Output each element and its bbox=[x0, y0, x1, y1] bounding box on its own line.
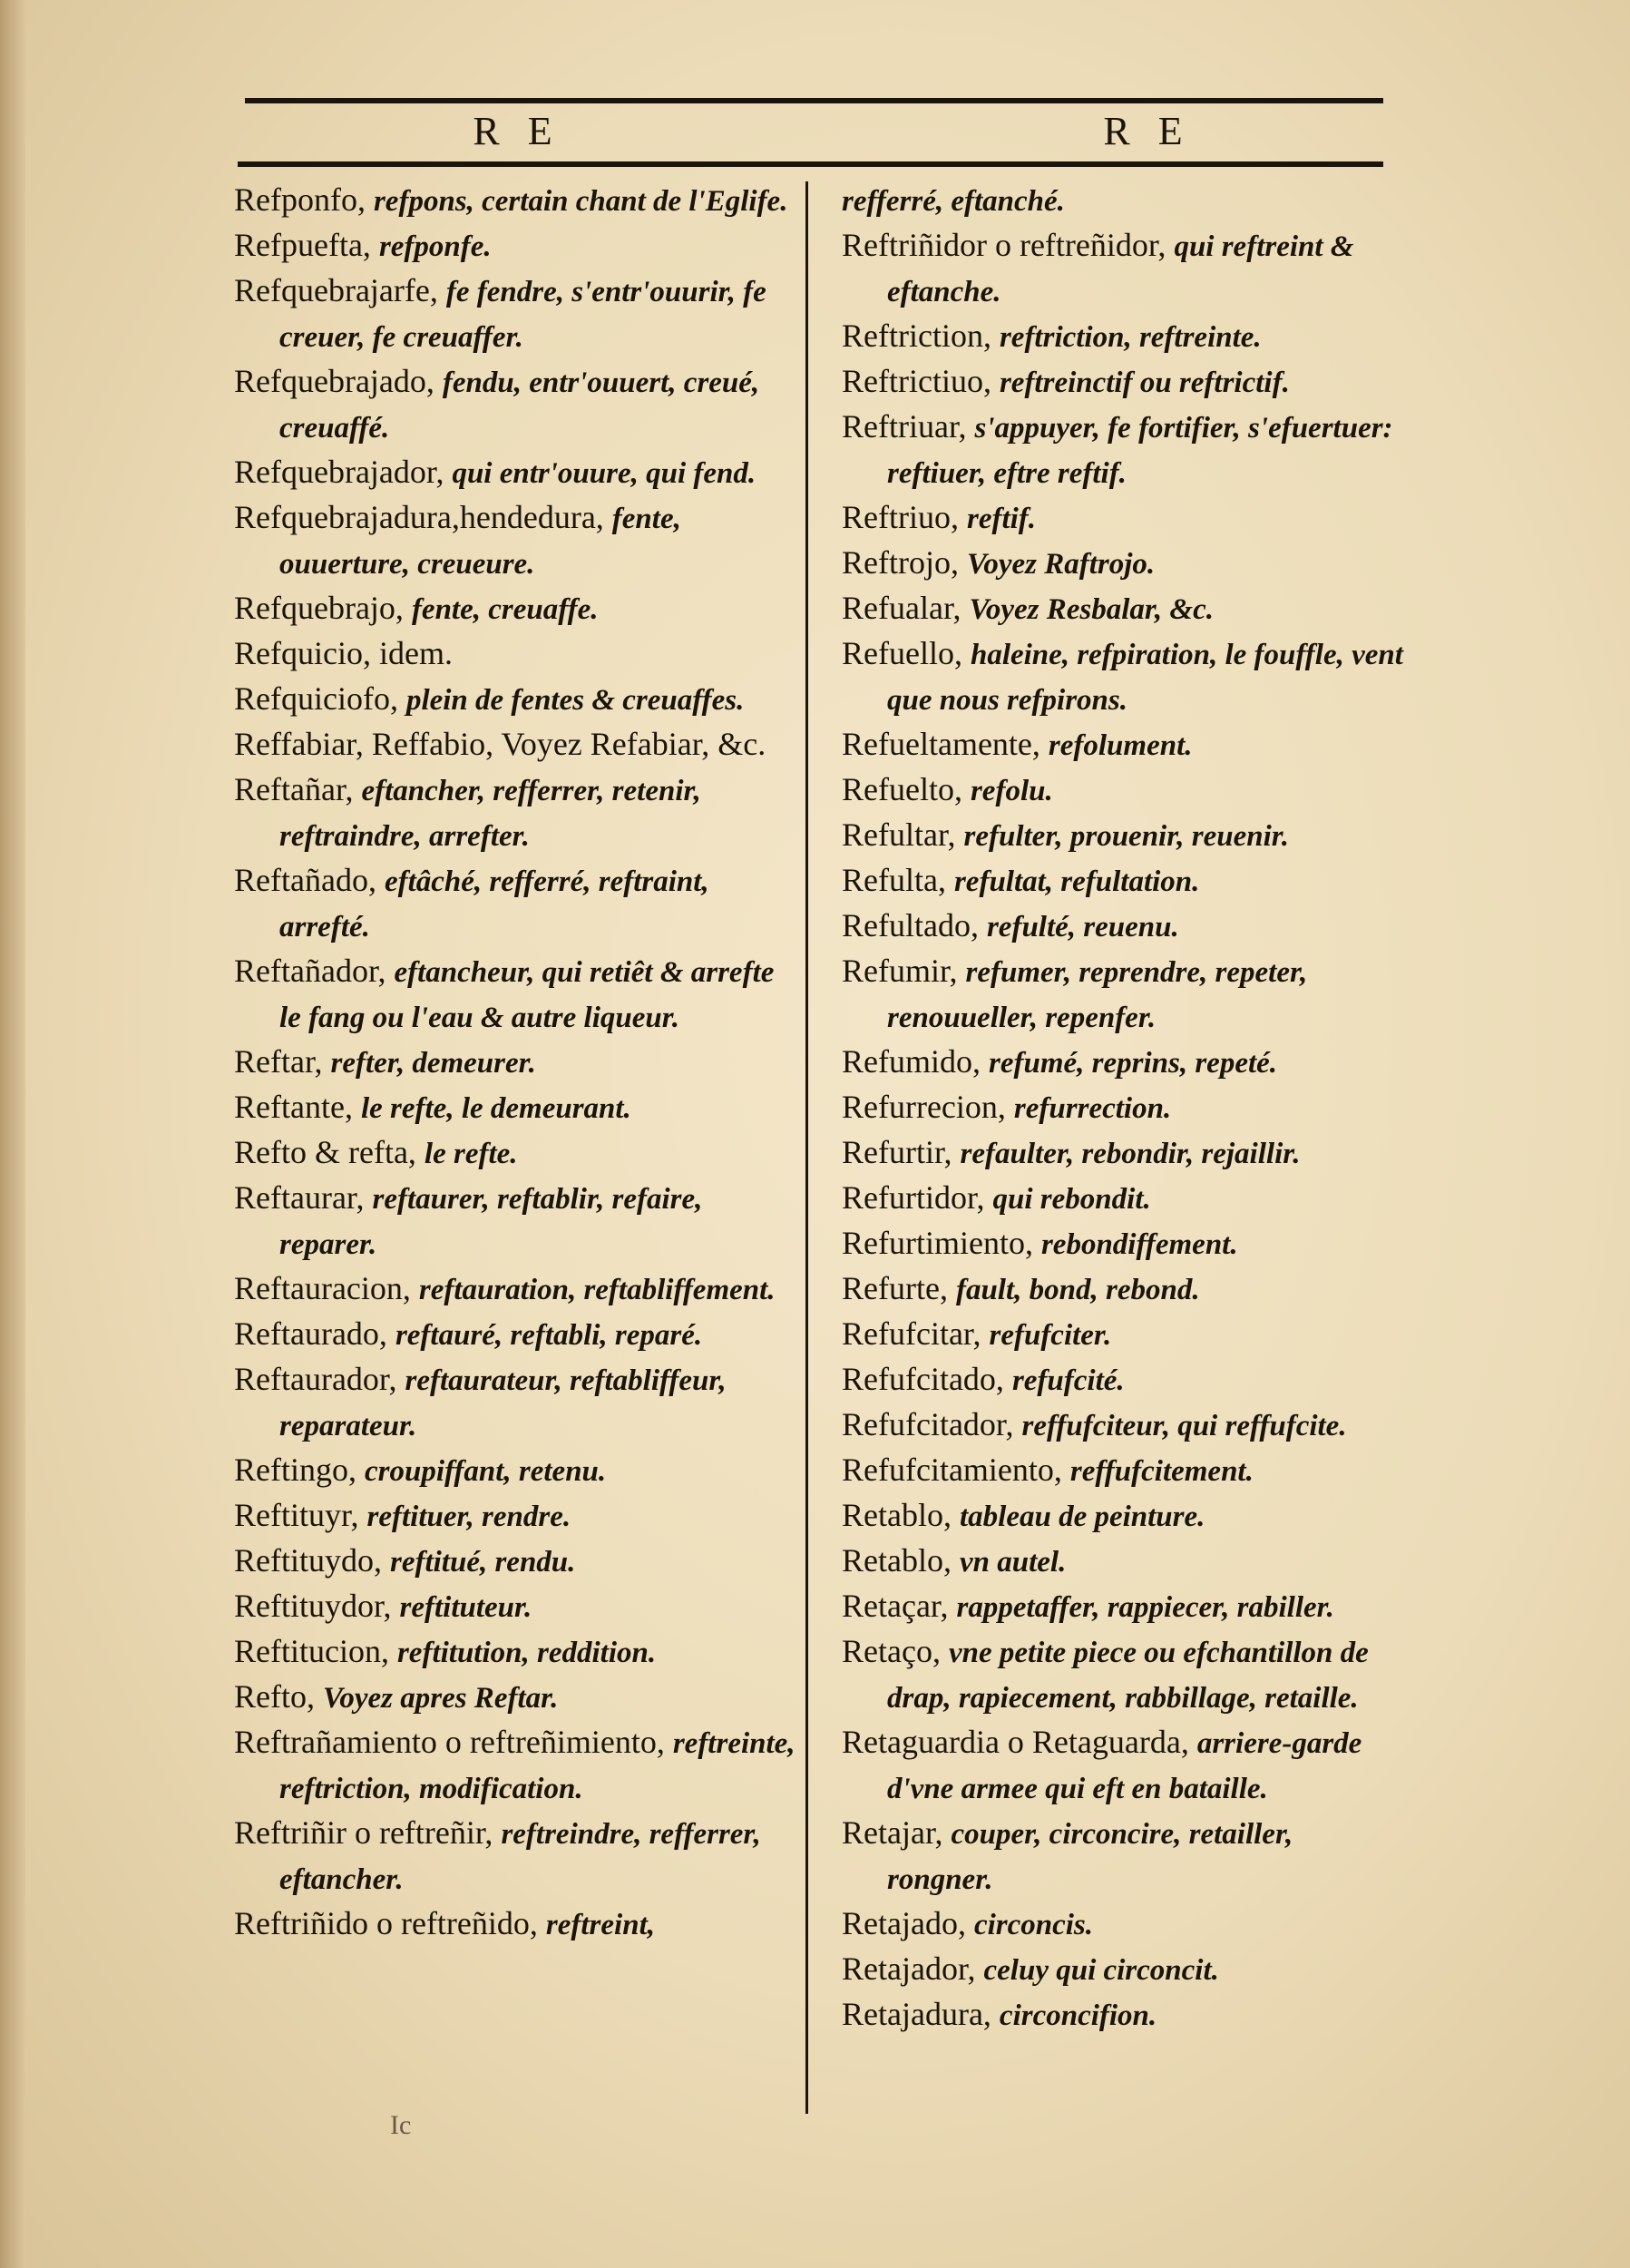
entry-headword: Reftrictiuo, bbox=[842, 363, 991, 399]
entry-headword: Retaguardia o Retaguarda, bbox=[842, 1724, 1189, 1760]
entry-headword: Refquebrajador, bbox=[234, 454, 444, 490]
dictionary-entry bbox=[234, 1584, 796, 1629]
dictionary-entry bbox=[842, 858, 1404, 904]
entry-headword: Refuelto, bbox=[842, 771, 962, 807]
entry-headword: Reftrojo, bbox=[842, 544, 959, 581]
entry-definition: croupiffant, retenu. bbox=[364, 1455, 607, 1488]
entry-definition: reftreindre, refferrer, eftancher. bbox=[279, 1818, 761, 1896]
entry-headword: Refpuefta, bbox=[234, 227, 371, 263]
entry-definition: Voyez Resbalar, &c. bbox=[969, 593, 1214, 626]
dictionary-entry bbox=[234, 359, 796, 450]
entry-headword: Reftituydo, bbox=[234, 1542, 382, 1579]
entry-headword: Refquiciofo, bbox=[234, 680, 398, 717]
entry-headword: Refueltamente, bbox=[842, 726, 1040, 762]
right-column bbox=[842, 178, 1404, 2038]
entry-definition: s'appuyer, fe fortifier, s'efuertuer: reftiuer, eftre reftif. bbox=[887, 412, 1393, 490]
dictionary-entry bbox=[842, 1992, 1404, 2038]
entry-definition: refumer, reprendre, repeter, renouueller, repenfer. bbox=[887, 956, 1308, 1034]
entry-definition: fault, bond, rebond. bbox=[955, 1274, 1200, 1306]
dictionary-entry bbox=[842, 223, 1404, 314]
dictionary-entry bbox=[234, 1176, 796, 1266]
entry-definition: le refte, le demeurant. bbox=[360, 1092, 631, 1125]
entry-definition: reffufcitement. bbox=[1069, 1455, 1254, 1488]
entry-definition: reftituer, rendre. bbox=[366, 1501, 571, 1533]
dictionary-entry bbox=[842, 722, 1404, 767]
dictionary-entry bbox=[234, 1720, 796, 1811]
entry-definition: fente, creuaffe. bbox=[411, 593, 599, 626]
entry-definition: eftâché, refferré, reftraint, arrefté. bbox=[279, 865, 709, 943]
entry-headword: Reftaurar, bbox=[234, 1179, 365, 1216]
entry-definition: le refte. bbox=[424, 1138, 518, 1170]
running-head-left: R E bbox=[473, 109, 561, 153]
entry-definition: refolument. bbox=[1048, 729, 1193, 762]
dictionary-entry bbox=[234, 1493, 796, 1539]
entry-definition: reftreinctif ou reftrictif. bbox=[999, 367, 1290, 399]
entry-definition: haleine, refpiration, le fouffle, vent que nous refpirons. bbox=[887, 639, 1403, 717]
dictionary-entry bbox=[234, 1040, 796, 1085]
dictionary-entry bbox=[234, 858, 796, 949]
entry-definition: refaulter, rebondir, rejaillir. bbox=[960, 1138, 1301, 1170]
entry-definition: vne petite piece ou efchantillon de drap, rapiecement, rabbillage, retaille. bbox=[887, 1637, 1369, 1715]
page-edge bbox=[0, 0, 25, 2268]
entry-definition: circoncis. bbox=[973, 1909, 1094, 1941]
entry-headword: Retajado, bbox=[842, 1905, 966, 1941]
entry-headword: Refurtidor, bbox=[842, 1179, 985, 1216]
entry-headword: Refultar, bbox=[842, 816, 956, 853]
entry-definition: reftauré, reftabli, reparé. bbox=[395, 1319, 703, 1352]
entry-headword: Retajador, bbox=[842, 1950, 976, 1987]
left-column bbox=[234, 178, 796, 1947]
entry-headword: Refufcitamiento, bbox=[842, 1452, 1062, 1488]
dictionary-entry bbox=[842, 1221, 1404, 1266]
dictionary-entry bbox=[234, 1357, 796, 1448]
dictionary-entry bbox=[842, 1040, 1404, 1085]
entry-headword: Reftituydor, bbox=[234, 1588, 392, 1624]
entry-definition: refpons, certain chant de l'Eglife. bbox=[373, 185, 788, 218]
entry-headword: Refulta, bbox=[842, 862, 946, 898]
dictionary-entry bbox=[842, 1312, 1404, 1357]
entry-headword: Reftriñir o reftreñir, bbox=[234, 1814, 493, 1851]
entry-definition: qui entr'ouure, qui fend. bbox=[452, 457, 756, 490]
header-rule-top bbox=[245, 98, 1383, 103]
dictionary-entry bbox=[234, 677, 796, 722]
entry-headword: Reftitucion, bbox=[234, 1633, 389, 1669]
entry-headword: Refurrecion, bbox=[842, 1089, 1006, 1125]
dictionary-entry bbox=[234, 949, 796, 1040]
dictionary-entry bbox=[842, 813, 1404, 858]
entry-headword: Refuello, bbox=[842, 635, 962, 671]
dictionary-entry bbox=[842, 495, 1404, 541]
entry-definition: refultat, refultation. bbox=[953, 865, 1200, 898]
dictionary-entry bbox=[842, 405, 1404, 495]
running-head-right: R E bbox=[1103, 109, 1192, 153]
entry-definition: refferré, eftanché. bbox=[842, 185, 1065, 218]
entry-definition: reftif. bbox=[966, 503, 1037, 535]
dictionary-entry bbox=[842, 1403, 1404, 1448]
entry-definition: refter, demeurer. bbox=[330, 1047, 536, 1080]
dictionary-entry bbox=[842, 949, 1404, 1040]
dictionary-entry bbox=[842, 1493, 1404, 1539]
entry-headword: Reftrañamiento o reftreñimiento, bbox=[234, 1724, 665, 1760]
signature-mark: Ic bbox=[390, 2110, 412, 2140]
dictionary-entry bbox=[842, 1584, 1404, 1629]
entry-definition: eftancher, refferrer, retenir, reftraindre, arrefter. bbox=[279, 775, 701, 853]
dictionary-entry bbox=[842, 1629, 1404, 1720]
entry-definition: refufcité. bbox=[1011, 1364, 1125, 1397]
entry-headword: Reftaurado, bbox=[234, 1315, 387, 1352]
entry-headword: Refurtir, bbox=[842, 1134, 952, 1170]
entry-headword: Reftituyr, bbox=[234, 1497, 359, 1533]
entry-definition: reftaurer, reftablir, refaire, reparer. bbox=[279, 1183, 703, 1261]
entry-headword: Reftañado, bbox=[234, 862, 376, 898]
entry-definition: refufciter. bbox=[989, 1319, 1112, 1352]
entry-definition: tableau de peinture. bbox=[959, 1501, 1205, 1533]
dictionary-entry bbox=[842, 767, 1404, 813]
dictionary-entry bbox=[842, 314, 1404, 359]
dictionary-entry bbox=[842, 1448, 1404, 1493]
dictionary-entry bbox=[842, 1539, 1404, 1584]
dictionary-entry bbox=[842, 1176, 1404, 1221]
entry-headword: Retajar, bbox=[842, 1814, 943, 1851]
entry-headword: Refultado, bbox=[842, 907, 979, 943]
dictionary-entry bbox=[234, 1539, 796, 1584]
dictionary-entry bbox=[842, 586, 1404, 631]
entry-definition: refumé, reprins, repeté. bbox=[988, 1047, 1278, 1080]
entry-headword: Refquebrajadura,hendedura, bbox=[234, 499, 604, 535]
dictionary-entry bbox=[842, 631, 1404, 722]
entry-headword: Reftriuar, bbox=[842, 408, 967, 445]
entry-definition: reftituteur. bbox=[399, 1591, 532, 1624]
dictionary-entry bbox=[234, 495, 796, 586]
entry-definition: couper, circoncire, retailler, rongner. bbox=[887, 1818, 1293, 1896]
dictionary-entry bbox=[234, 450, 796, 495]
entry-definition: reftreint, bbox=[545, 1909, 655, 1941]
dictionary-entry bbox=[234, 178, 796, 223]
entry-definition: qui reftreint & eftanche. bbox=[887, 230, 1354, 308]
entry-definition: eftancheur, qui retiêt & arrefte le fang ou l'eau & autre liqueur. bbox=[279, 956, 775, 1034]
dictionary-entry bbox=[234, 1811, 796, 1901]
entry-headword: Reftañar, bbox=[234, 771, 354, 807]
dictionary-entry bbox=[234, 223, 796, 269]
entry-headword: Refumido, bbox=[842, 1043, 981, 1080]
entry-headword: Retaçar, bbox=[842, 1588, 949, 1624]
dictionary-entry bbox=[234, 1901, 796, 1947]
dictionary-entry bbox=[842, 1266, 1404, 1312]
dictionary-entry bbox=[234, 1266, 796, 1312]
dictionary-entry bbox=[234, 586, 796, 631]
dictionary-entry bbox=[234, 1675, 796, 1720]
entry-headword: Refquebrajo, bbox=[234, 590, 404, 626]
entry-definition: fendu, entr'ouuert, creué, creuaffé. bbox=[279, 367, 760, 445]
dictionary-entry bbox=[842, 1811, 1404, 1901]
entry-headword: Reftar, bbox=[234, 1043, 323, 1080]
entry-headword: Reftauracion, bbox=[234, 1270, 411, 1306]
dictionary-entry bbox=[842, 541, 1404, 586]
entry-definition: circoncifion. bbox=[999, 1999, 1157, 2032]
dictionary-entry bbox=[234, 1629, 796, 1675]
entry-definition: refulter, prouenir, reuenir. bbox=[963, 820, 1290, 853]
entry-headword: Retablo, bbox=[842, 1497, 952, 1533]
dictionary-entry bbox=[234, 1448, 796, 1493]
dictionary-entry bbox=[842, 359, 1404, 405]
entry-headword: Refto & refta, bbox=[234, 1134, 416, 1170]
entry-headword: Refquebrajado, bbox=[234, 363, 434, 399]
dictionary-entry bbox=[842, 1901, 1404, 1947]
dictionary-entry bbox=[234, 269, 796, 359]
dictionary-entry bbox=[842, 1130, 1404, 1176]
entry-definition: celuy qui circoncit. bbox=[983, 1954, 1219, 1987]
entry-headword: Refufcitado, bbox=[842, 1361, 1004, 1397]
dictionary-entry bbox=[234, 722, 796, 767]
entry-headword: Refquebrajarfe, bbox=[234, 272, 438, 308]
entry-definition: plein de fentes & creuaffes. bbox=[405, 684, 745, 717]
entry-headword: Reftingo, bbox=[234, 1452, 356, 1488]
entry-definition: reftaurateur, reftabliffeur, reparateur. bbox=[279, 1364, 727, 1442]
dictionary-entry bbox=[842, 1085, 1404, 1130]
entry-definition: refulté, reuenu. bbox=[986, 911, 1179, 943]
entry-headword: Reftriction, bbox=[842, 318, 991, 354]
column-divider bbox=[805, 181, 808, 2114]
dictionary-entry bbox=[842, 1720, 1404, 1811]
entry-headword: Reffabiar, Reffabio, Voyez Refabiar, &c. bbox=[234, 726, 766, 762]
entry-definition: reffufciteur, qui reffufcite. bbox=[1021, 1410, 1347, 1442]
entry-definition: refolu. bbox=[970, 775, 1053, 807]
dictionary-entry bbox=[842, 1357, 1404, 1403]
entry-headword: Reftriuo, bbox=[842, 499, 959, 535]
entry-headword: Refumir, bbox=[842, 953, 958, 989]
entry-headword: Refufcitar, bbox=[842, 1315, 981, 1352]
entry-headword: Refto, bbox=[234, 1678, 315, 1715]
dictionary-entry bbox=[842, 1947, 1404, 1992]
dictionary-entry bbox=[234, 1312, 796, 1357]
entry-headword: Reftante, bbox=[234, 1089, 353, 1125]
dictionary-entry bbox=[842, 178, 1404, 223]
entry-definition: qui rebondit. bbox=[992, 1183, 1151, 1216]
entry-definition: reftreinte, reftriction, modification. bbox=[279, 1727, 795, 1805]
entry-definition: vn autel. bbox=[959, 1546, 1067, 1579]
dictionary-entry bbox=[234, 1085, 796, 1130]
entry-headword: Retajadura, bbox=[842, 1996, 991, 2032]
entry-definition: Voyez apres Reftar. bbox=[322, 1682, 559, 1715]
entry-definition: refurrection. bbox=[1013, 1092, 1172, 1125]
entry-definition: Voyez Raftrojo. bbox=[966, 548, 1156, 581]
entry-headword: Reftriñido o reftreñido, bbox=[234, 1905, 538, 1941]
entry-definition: fente, ouuerture, creueure. bbox=[279, 503, 681, 581]
header-rule-bottom bbox=[238, 161, 1383, 167]
entry-headword: Refualar, bbox=[842, 590, 961, 626]
dictionary-entry bbox=[234, 1130, 796, 1176]
entry-headword: Retablo, bbox=[842, 1542, 952, 1579]
entry-headword: Retaço, bbox=[842, 1633, 941, 1669]
entry-headword: Refponfo, bbox=[234, 181, 366, 218]
entry-headword: Reftañador, bbox=[234, 953, 386, 989]
entry-headword: Reftriñidor o reftreñidor, bbox=[842, 227, 1166, 263]
entry-definition: reftauration, reftabliffement. bbox=[418, 1274, 776, 1306]
dictionary-entry bbox=[234, 767, 796, 858]
entry-definition: refponfe. bbox=[378, 230, 492, 263]
entry-headword: Refurtimiento, bbox=[842, 1225, 1033, 1261]
entry-headword: Refurte, bbox=[842, 1270, 948, 1306]
entry-definition: rebondiffement. bbox=[1040, 1228, 1238, 1261]
entry-definition: rappetaffer, rappiecer, rabiller. bbox=[956, 1591, 1334, 1624]
entry-definition: reftriction, reftreinte. bbox=[999, 321, 1262, 354]
entry-headword: Reftaurador, bbox=[234, 1361, 397, 1397]
entry-definition: reftitué, rendu. bbox=[389, 1546, 576, 1579]
entry-headword: Refufcitador, bbox=[842, 1406, 1014, 1442]
entry-definition: fe fendre, s'entr'ouurir, fe creuer, fe creuaffer. bbox=[279, 276, 766, 354]
entry-headword: Refquicio, idem. bbox=[234, 635, 453, 671]
dictionary-entry bbox=[234, 631, 796, 677]
entry-definition: arriere-garde d'vne armee qui eft en bataille. bbox=[887, 1727, 1362, 1805]
dictionary-entry bbox=[842, 904, 1404, 949]
entry-definition: reftitution, reddition. bbox=[396, 1637, 657, 1669]
